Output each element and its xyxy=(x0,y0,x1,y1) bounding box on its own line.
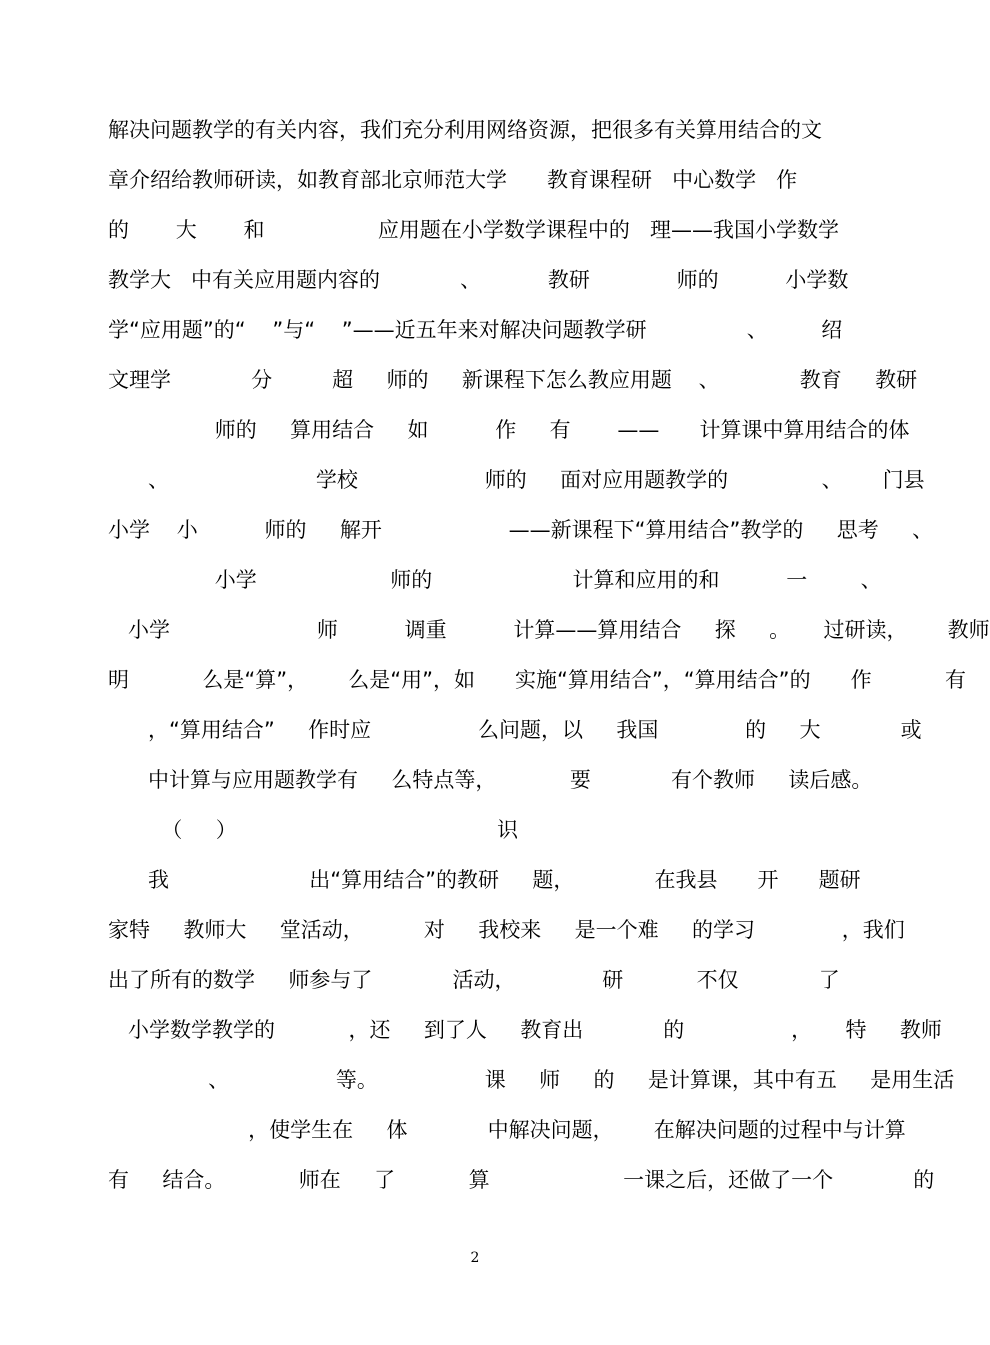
text-line: 教学大 中有关应用题内容的 、 教研 师的 小学数 xyxy=(108,268,849,292)
text-line: 文理学 分 超 师的 新课程下怎么教应用题 、 教育 教研 xyxy=(108,368,918,392)
text-line: 中计算与应用题教学有 么特点等， 要 有个教师 读后感。 xyxy=(108,768,873,792)
text-line: （ ） 识 xyxy=(108,818,519,842)
text-line: 小学 小 师的 解开 ——新课程下“算用结合”教学的 思考 、 xyxy=(108,518,934,542)
text-line: 、 学校 师的 面对应用题教学的 、 门县 xyxy=(108,468,925,492)
page-number: 2 xyxy=(470,1250,480,1266)
text-line: 家特 教师大 堂活动， 对 我校来 是一个难 的学习 ，我们 xyxy=(108,918,905,942)
text-line: ，使学生在 体 中解决问题， 在解决问题的过程中与计算 xyxy=(108,1118,906,1142)
text-line: 有 结合。 师在 了 算 一课之后，还做了一个 的 xyxy=(108,1168,935,1192)
text-line: 章介绍给教师研读，如教育部北京师范大学 教育课程研 中心数学 作 xyxy=(108,168,798,192)
text-line: 解决问题教学的有关内容，我们充分利用网络资源，把很多有关算用结合的文 xyxy=(108,118,822,142)
text-line: 、 等。 课 师 的 是计算课，其中有五 是用生活 xyxy=(108,1068,955,1092)
text-line: 学“应用题”的“ ”与“ ”——近五年来对解决问题教学研 、 绍 xyxy=(108,318,843,342)
text-line: 明 么是“算”， 么是“用”，如 实施“算用结合”，“算用结合”的 作 有 xyxy=(108,668,967,692)
text-line: 小学数学教学的 ，还 到了人 教育出 的 ， 特 教师 xyxy=(108,1018,942,1042)
text-line: ，“算用结合” 作时应 么问题，以 我国 的 大 或 xyxy=(108,718,922,742)
text-line: 师的 算用结合 如 作 有 —— 计算课中算用结合的体 xyxy=(108,418,910,442)
text-line: 小学 师的 计算和应用的和 一 、 xyxy=(108,568,882,592)
text-line: 出了所有的数学 师参与了 活动， 研 不仅 了 xyxy=(108,968,840,992)
text-line: 小学 师 调重 计算——算用结合 探 。 过研读， 教师 xyxy=(108,618,990,642)
text-line: 我 出“算用结合”的教研 题， 在我县 开 题研 xyxy=(108,868,861,892)
text-line: 的 大 和 应用题在小学数学课程中的 理——我国小学数学 xyxy=(108,218,839,242)
